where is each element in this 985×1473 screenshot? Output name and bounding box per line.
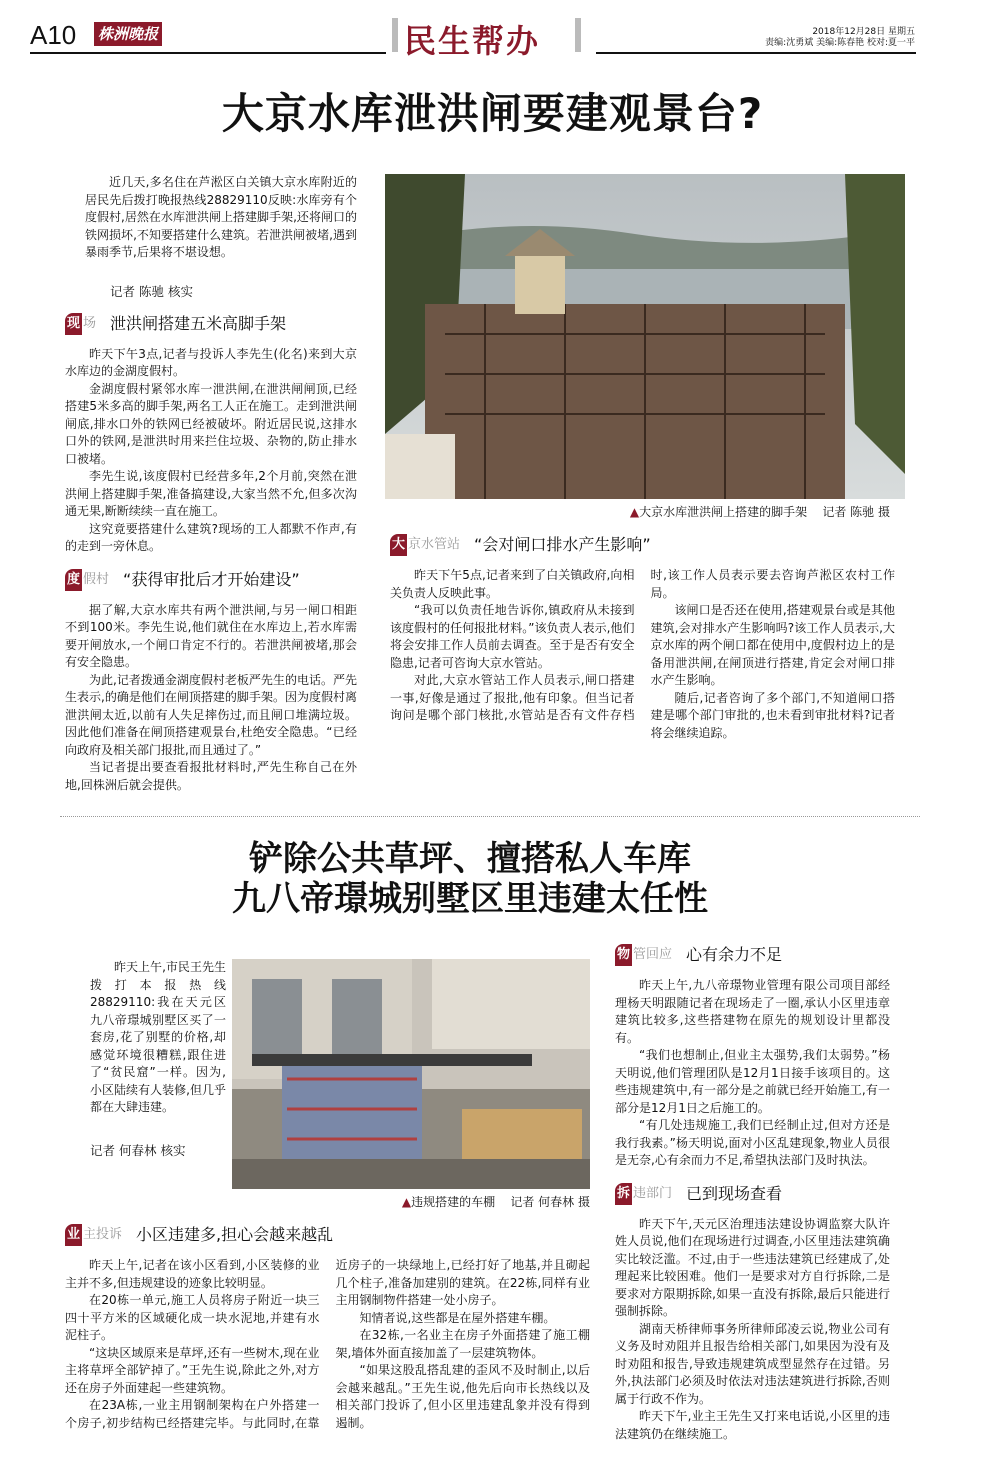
- section-bar-left: [392, 18, 398, 52]
- photo2-caption: [232, 1193, 590, 1211]
- paragraph: 昨天上午,九八帝璟物业管理有限公司项目部经理杨天明跟随记者在现场走了一圈,承认小区里违章建筑比较多,这些搭建物在原先的规划设计里都没有。: [615, 978, 890, 1045]
- article2-intro-row: [65, 959, 590, 1211]
- subhead-text: 现: [65, 313, 82, 335]
- header-rule-right: [596, 52, 916, 54]
- subhead-text: 假村: [83, 571, 110, 587]
- subhead-tag: [615, 945, 672, 965]
- paragraph: 湖南天桥律师事务所律师邱凌云说,物业公司有义务及时劝阻并且报告给相关部门,如果因为没有及时劝阻和报告,导致违规建筑成型显然存在过错。另外,执法部门必须及时依法对违法建筑进行拆除,否则属于行政不作为。: [615, 1321, 890, 1406]
- article1-left-column: [65, 174, 357, 794]
- subhead-text: 记者 何春林 摄: [510, 1195, 590, 1209]
- subhead-text: 主投诉: [83, 1227, 123, 1242]
- subhead-text: “获得审批后才开始建设”: [123, 569, 300, 589]
- subhead-text: 京水管站: [408, 537, 461, 552]
- paragraph: 金湖度假村紧邻水库一泄洪闸,在泄洪闸闸顶,已经搭建5米多高的脚手架,两名工人正在施工。走到泄洪闸闸底,排水口外的铁网已经被破坏。附近居民说,这排水口外的铁网,是泄洪时用来拦住垃圾、杂物的,防止排水口被堵。: [65, 381, 357, 466]
- subhead-text: 心有余力不足: [686, 945, 783, 964]
- subhead-text: 物: [615, 944, 632, 966]
- subhead-tag: [390, 535, 460, 555]
- a1-section-2-body: [65, 602, 357, 795]
- photo1-caption: [385, 503, 905, 521]
- subhead-text: 泄洪闸搭建五米高脚手架: [110, 313, 287, 333]
- a1-subhead-2: [65, 570, 357, 590]
- page-content: [0, 88, 985, 1473]
- subhead-text: “会对闸口排水产生影响”: [474, 535, 651, 554]
- section-title: 民生帮办: [404, 22, 541, 60]
- header-rule-left: [30, 52, 386, 54]
- subhead-text: 已到现场查看: [686, 1183, 783, 1203]
- paragraph: 知情者说,这些都是在屋外搭建车棚。: [359, 1310, 556, 1325]
- paragraph: 昨天下午,业主王先生又打来电话说,小区里的违法建筑仍在继续施工。: [615, 1409, 890, 1441]
- a1-section-1-body: [65, 346, 357, 556]
- paragraph: 在32栋,一名业主在房子外面搭建了施工棚架,墙体外面直接加盖了一层建筑物体。: [335, 1328, 590, 1360]
- paragraph: 随后,记者咨询了多个部门,不知道闸口搭建是哪个部门审批的,也未看到审批材料?记者将会继续追踪。: [650, 690, 895, 740]
- subhead-text: 记者 陈驰 摄: [822, 505, 890, 519]
- paragraph: 李先生说,该度假村已经营多年,2个月前,突然在泄洪闸上搭建脚手架,准备搞建设,大家当然不允,但多次沟通无果,断断续续一直在施工。: [65, 469, 357, 518]
- article1-intro: [65, 174, 357, 262]
- subhead-tag: [65, 314, 96, 334]
- paragraph: “这块区域原来是草坪,还有一些树木,现在业主将草坪全部铲掉了。”王先生说,除此之外,对方还在房子外面建起一些建筑物。: [65, 1345, 320, 1395]
- article2-intro-column: [90, 959, 226, 1159]
- paragraph: “如果这股乱搭乱建的歪风不及时制止,以后会越来越乱。”王先生说,他先后向市长热线以及相关部门投诉了,但小区里违建乱象并没有得到遏制。: [335, 1363, 590, 1430]
- paragraph: 在23A栋,一业主用钢制架构在户外搭建一个房子,初步结构已经搭建完毕。与此同时,在靠近房子的一块绿地上,已经打好了地基,并且砌起几个柱子,准备加建别的建筑。在22栋,同样有业主用钢制物件搭建一处小房子。: [65, 1258, 590, 1430]
- article2: [0, 945, 985, 1443]
- paragraph: 昨天上午,记者在该小区看到,小区装修的业主并不多,但违规建设的迹象比较明显。: [65, 1258, 320, 1290]
- article2-left-area: [65, 959, 590, 1432]
- paragraph: “我可以负责任地告诉你,镇政府从未接到该度假村的任何报批材料。”该负责人表示,他们将会安排工作人员前去调查。至于是否有安全隐患,记者可咨询大京水管站。: [390, 603, 635, 670]
- reservoir-scaffold-photo: [385, 174, 905, 499]
- subhead-text: 场: [83, 315, 97, 331]
- a2-subhead-2: [615, 945, 890, 965]
- article1-right-column: [385, 174, 905, 742]
- paragraph: 昨天上午,市民王先生拨打本报热线28829110:我在天元区九八帝璟城别墅区买了一套房,花了别墅的价格,却感觉环境很糟糕,跟住进了“贫民窟”一样。因为,小区陆续有人装修,但几乎都在大肆违建。: [90, 960, 226, 1114]
- page-number: A10: [30, 20, 77, 50]
- paragraph: 该闸口是否还在使用,搭建观景台或是其他建筑,会对排水产生影响吗?该工作人员表示,大京水库的两个闸口都在使用中,度假村边上的是备用泄洪闸,在闸顶进行搭建,肯定会对闸口排水产生影响。: [650, 603, 895, 687]
- section-bar-right: [575, 18, 581, 52]
- newspaper-logo: 株洲晚报: [94, 22, 162, 46]
- article1-headline: 大京水库泄洪闸要建观景台?: [221, 89, 764, 138]
- a1-section-3-body: [390, 567, 895, 742]
- paragraph: 近几天,多名住在芦淞区白关镇大京水库附近的居民先后拨打晚报热线28829110反映:水库旁有个度假村,居然在水库泄洪闸上搭建脚手架,还将闸口的铁网损坏,不知要搭建什么建筑。若泄洪闸被堵,遇到暴雨季节,后果将不堪设想。: [85, 175, 357, 259]
- triangle-icon: ▲: [401, 1195, 412, 1209]
- article-divider: [60, 816, 920, 817]
- article2-intro: [90, 959, 226, 1117]
- paragraph: 对此,大京水管站工作人员表示,闸口搭建一事,好像是通过了报批,他有印象。但当记者询问是哪个部门核批,水管站是否有文件存档时,该工作人员表示要去咨询芦淞区农村工作局。: [390, 568, 895, 722]
- subhead-text: 违规搭建的车棚: [411, 1195, 496, 1209]
- paragraph: 昨天下午,天元区治理违法建设协调监察大队许姓人员说,他们在现场进行过调查,小区里违法建筑确实比较泛滥。不过,由于一些违法建筑已经建成了,处理起来比较困难。他们一是要求对方自行拆除,二是要求对方限期拆除,如果一直没有拆除,最后只能进行强制拆除。: [615, 1216, 890, 1318]
- a1-subhead-3: [390, 535, 895, 555]
- paragraph: “我们也想制止,但业主太强势,我们太弱势。”杨天明说,他们管理团队是12月1日接手该项目的。这些违规建筑中,有一部分是之前就已经开始施工,有一部分是12月1日之后施工的。: [615, 1048, 890, 1115]
- article2-headline: 铲除公共草坪、擅搭私人车库 九八帝璟城别墅区里违建太任性: [232, 839, 708, 919]
- subhead-tag: [615, 1184, 672, 1204]
- subhead-tag: [65, 1225, 122, 1245]
- subhead-text: 大京水库泄洪闸上搭建的脚手架: [639, 505, 808, 519]
- article1-byline: 记者 陈驰 核实: [110, 283, 193, 299]
- issue-date: 2018年12月28日 星期五: [812, 27, 915, 37]
- paragraph: 这究竟要搭建什么建筑?现场的工人都默不作声,有的走到一旁休息。: [65, 521, 357, 553]
- subhead-tag: [65, 570, 109, 590]
- article1: [0, 174, 985, 794]
- paragraph: “有几处违规施工,我们已经制止过,但对方还是我行我素。”杨天明说,面对小区乱建现象,物业人员很是无奈,心有余而力不足,希望执法部门及时执法。: [615, 1118, 890, 1167]
- article2-byline: 记者 何春林 核实: [90, 1142, 186, 1158]
- a2-section-2-body: [615, 977, 890, 1170]
- subhead-text: 业: [65, 1224, 82, 1246]
- editors: 责编:沈勇斌 美编:陈春艳 校对:夏一平: [765, 38, 915, 48]
- header-meta: [765, 27, 915, 49]
- a2-section-1-body: [65, 1257, 590, 1432]
- subhead-text: 拆: [615, 1183, 632, 1205]
- a1-section-3: [385, 535, 905, 742]
- subhead-text: 大: [390, 534, 407, 556]
- illegal-carport-photo: [232, 959, 590, 1189]
- bottom-spacer: [0, 1443, 985, 1473]
- subhead-text: 管回应: [633, 947, 673, 962]
- paragraph: 据了解,大京水库共有两个泄洪闸,与另一闸口相距不到100米。李先生说,他们就住在水库边上,若水库需要开闸放水,一个闸口肯定不行的。若泄洪闸被堵,那会有安全隐患。: [65, 602, 357, 669]
- subhead-text: 小区违建多,担心会越来越乱: [136, 1225, 334, 1244]
- paragraph: 昨天下午3点,记者与投诉人李先生(化名)来到大京水库边的金湖度假村。: [65, 346, 357, 378]
- a2-subhead-1: [65, 1225, 590, 1245]
- article2-photo-column: [232, 959, 590, 1211]
- article2-right-column: [615, 931, 890, 1443]
- paragraph: 在20栋一单元,施工人员将房子附近一块三四十平方米的区域硬化成一块水泥地,并建有水泥柱子。: [65, 1293, 320, 1342]
- a2-subhead-3: [615, 1184, 890, 1204]
- paragraph: 当记者提出要查看报批材料时,严先生称自己在外地,回株洲后就会提供。: [65, 760, 357, 792]
- a1-subhead-1: [65, 314, 357, 334]
- subhead-text: 违部门: [633, 1185, 673, 1201]
- paragraph: 为此,记者拨通金湖度假村老板严先生的电话。严先生表示,的确是他们在闸顶搭建的脚手架。因为度假村离泄洪闸太近,以前有人失足摔伤过,而且闸口堆满垃圾。因此他们准备在闸顶搭建观景台,杜绝安全隐患。“已经向政府及相关部门报批,而且通过了。”: [65, 672, 357, 757]
- subhead-text: 度: [65, 569, 82, 591]
- paragraph: 昨天下午5点,记者来到了白关镇政府,向相关负责人反映此事。: [390, 568, 635, 600]
- triangle-icon: ▲: [629, 505, 640, 519]
